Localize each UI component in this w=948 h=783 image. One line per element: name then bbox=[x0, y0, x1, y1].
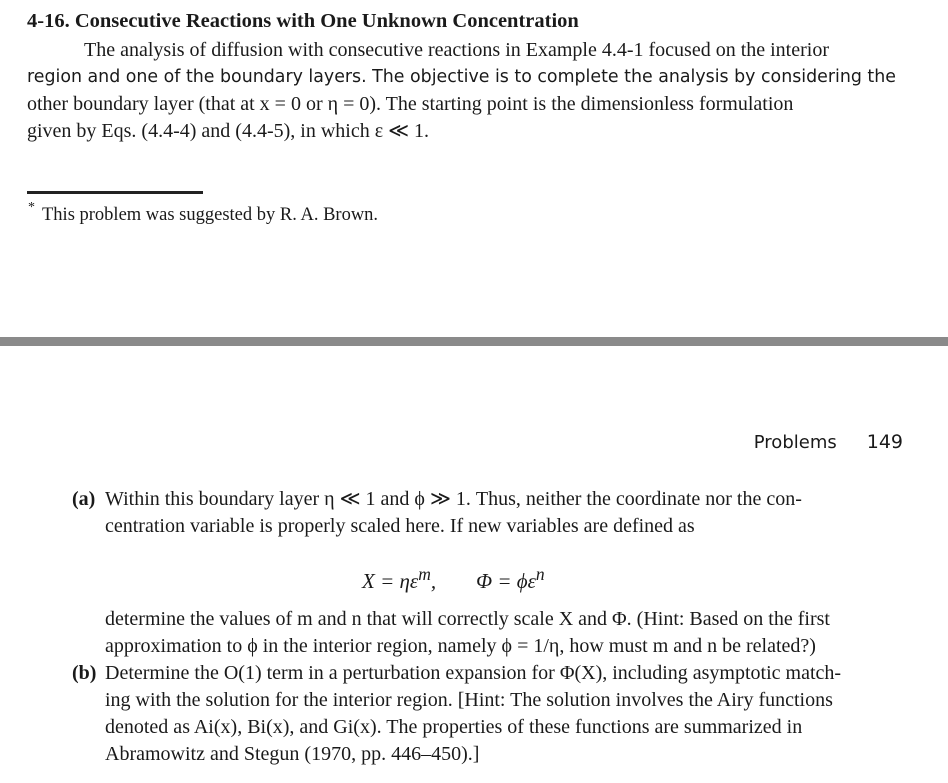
para-line-1: The analysis of diffusion with consecutive reactions in Example 4.4-1 focused on the interior bbox=[84, 39, 829, 61]
footnote-mark: * bbox=[28, 200, 35, 215]
equation-phi-exponent: n bbox=[535, 564, 545, 584]
item-a-line-3: determine the values of m and n that will correctly scale X and Φ. (Hint: Based on the first bbox=[105, 608, 830, 630]
scaling-equation bbox=[362, 564, 545, 594]
footnote-rule bbox=[27, 191, 203, 194]
page-number: 149 bbox=[866, 431, 903, 453]
item-a-line-4: approximation to ϕ in the interior region, namely ϕ = 1/η, how must m and n be related?) bbox=[105, 635, 816, 657]
problem-title: 4-16. Consecutive Reactions with One Unknown Concentration bbox=[27, 10, 579, 32]
item-a-line-1: Within this boundary layer η ≪ 1 and ϕ ≫ 1. Thus, neither the coordinate nor the con- bbox=[105, 488, 802, 510]
running-head-label: Problems bbox=[753, 432, 837, 453]
item-b-line-2: ing with the solution for the interior region. [Hint: The solution involves the Airy functions bbox=[105, 689, 833, 711]
para-line-2: region and one of the boundary layers. The objective is to complete the analysis by considering the bbox=[27, 67, 896, 87]
para-line-4: given by Eqs. (4.4-4) and (4.4-5), in which ε ≪ 1. bbox=[27, 120, 430, 142]
item-a-label: (a) bbox=[72, 488, 96, 510]
footnote-text: This problem was suggested by R. A. Brown. bbox=[42, 205, 379, 225]
para-line-3: other boundary layer (that at x = 0 or η = 0). The starting point is the dimensionless formulation bbox=[27, 93, 794, 115]
equation-x: X = ηε bbox=[362, 569, 419, 593]
upper-page bbox=[0, 0, 948, 337]
equation-x-exponent: m bbox=[418, 564, 431, 584]
equation-x-tail: , bbox=[430, 569, 437, 593]
item-b-line-3: denoted as Ai(x), Bi(x), and Gi(x). The properties of these functions are summarized in bbox=[105, 716, 803, 738]
item-b bbox=[72, 660, 905, 768]
item-a-continued bbox=[72, 606, 905, 660]
item-b-label: (b) bbox=[72, 662, 97, 684]
item-a-intro bbox=[72, 486, 905, 540]
item-b-line-4: Abramowitz and Stegun (1970, pp. 446–450).] bbox=[105, 743, 480, 765]
problem-paragraph bbox=[27, 37, 905, 145]
equation-phi: Φ = ϕε bbox=[476, 569, 536, 593]
item-a-line-2: centration variable is properly scaled here. If new variables are defined as bbox=[105, 515, 695, 537]
running-head bbox=[754, 431, 903, 453]
page-divider bbox=[0, 337, 948, 346]
item-b-line-1: Determine the O(1) term in a perturbation expansion for Φ(X), including asymptotic match- bbox=[105, 662, 842, 684]
